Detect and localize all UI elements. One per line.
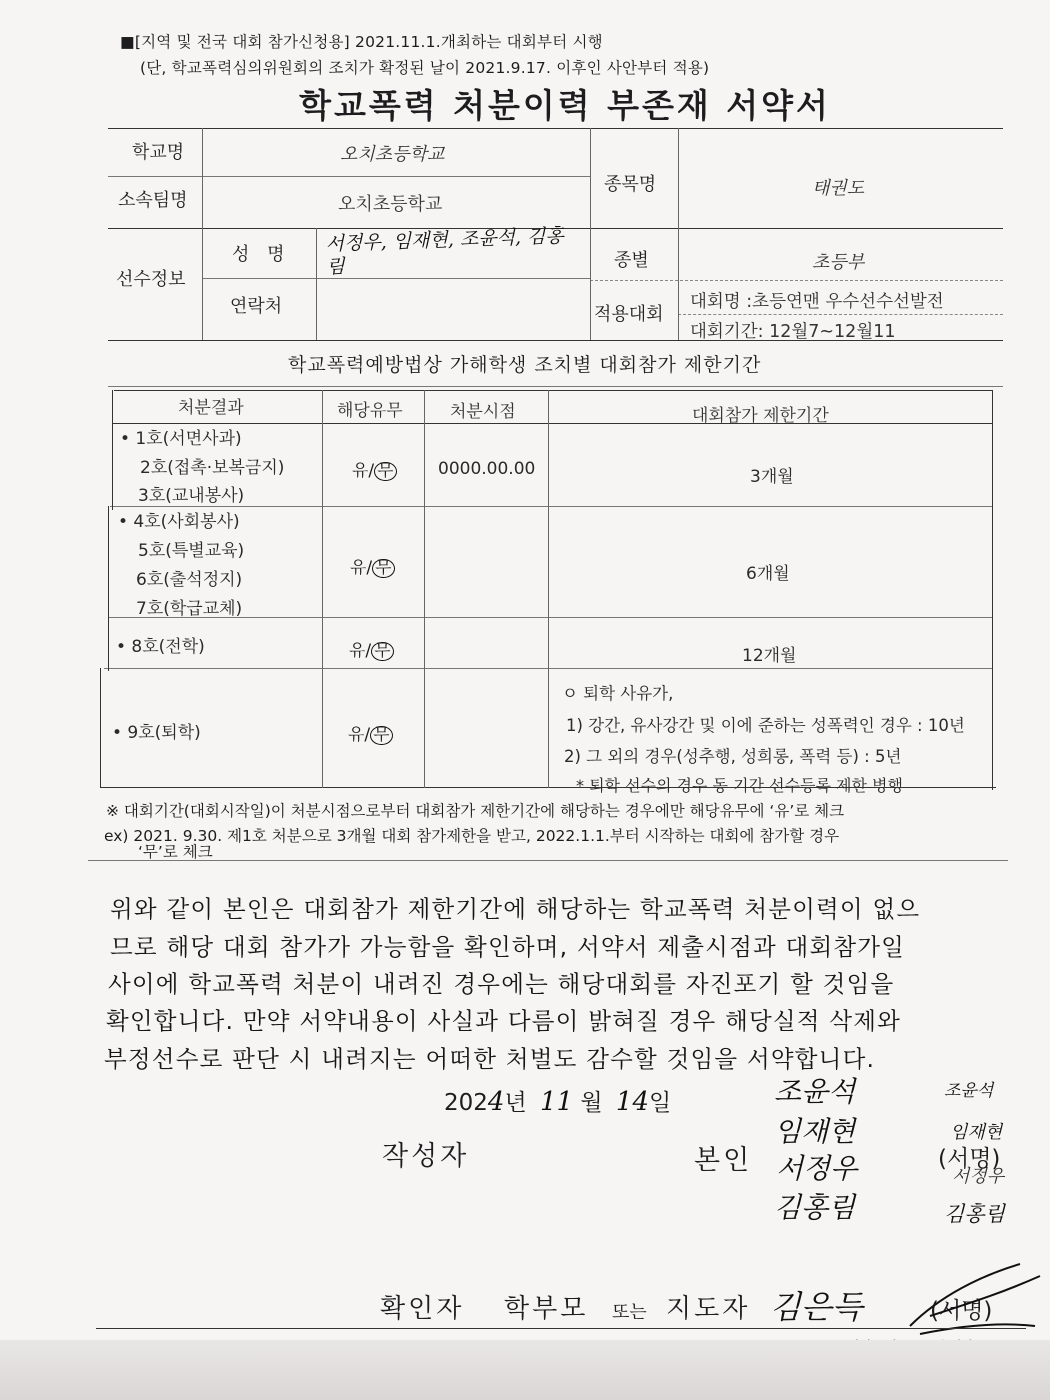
competition-period: 대회기간: 12월7~12월11	[690, 322, 896, 342]
column-header-period: 대회참가 제한기간	[692, 406, 829, 426]
pledge-line-2: 므로 해당 대회 참가가 가능함을 확인하며, 서약서 제출시점과 대회참가일	[110, 933, 906, 961]
result-item: • 4호(사회봉사)	[118, 512, 240, 532]
result-item: 5호(특별교육)	[138, 541, 245, 561]
coach-signature-scribble	[900, 1256, 1050, 1346]
pledge-line-4: 확인합니다. 만약 서약내용이 사실과 다름이 밝혀질 경우 해당실적 삭제와	[106, 1007, 902, 1035]
parent-label: 학부모	[504, 1294, 589, 1324]
restriction-heading: 학교폭력예방법상 가해학생 조치별 대회참가 제한기간	[288, 354, 762, 376]
handwritten-month: 11	[539, 1087, 574, 1117]
coach-label: 지도자	[666, 1294, 751, 1324]
self-label: 본인	[694, 1145, 753, 1176]
result-item: 2호(접촉·보복금지)	[140, 458, 285, 478]
coach-sign-placeholder: (서명)	[930, 1298, 993, 1324]
note-line-1: ※ 대회기간(대회시작일)이 처분시점으로부터 대회참가 제한기간에 해당하는 경우에만 해당유무에 ‘유’로 체크	[106, 802, 845, 820]
column-header-result: 처분결과	[178, 398, 244, 418]
player-info-label: 선수정보	[116, 269, 186, 290]
sign-placeholder: (서명)	[938, 1146, 1001, 1172]
result-item: 6호(출석정지)	[136, 570, 243, 590]
contact-label: 연락처	[230, 296, 283, 317]
signer-name: 서정우	[776, 1152, 858, 1185]
competition-label: 적용대회	[594, 304, 664, 325]
restriction-period: 3개월	[750, 467, 794, 487]
competition-name: 대회명 :초등연맨 우수선수선발전	[690, 292, 944, 312]
disposition-date: 0000.00.00	[438, 459, 536, 479]
column-header-date: 처분시점	[450, 402, 516, 422]
pledge-line-1: 위와 같이 본인은 대회참가 제한기간에 해당하는 학교폭력 처분이력이 없으	[110, 895, 921, 923]
handwritten-year: 4	[487, 1087, 505, 1117]
result-item: 7호(학급교체)	[136, 599, 243, 619]
pledge-line-5: 부정선수로 판단 시 내려지는 어떠한 처벌도 감수할 것임을 서약합니다.	[104, 1045, 876, 1073]
signer-name: 임재현	[774, 1115, 856, 1148]
applicable-check: 유/ 무	[348, 720, 393, 745]
school-value: 오치초등학교	[340, 144, 445, 165]
sport-value: 태권도	[812, 178, 865, 199]
result-item: • 9호(퇴학)	[112, 723, 201, 743]
applicable-check: 유/ 무	[352, 456, 397, 481]
expulsion-case-2: 2) 그 외의 경우(성추행, 성희롱, 폭력 등) : 5년	[564, 747, 902, 766]
circled-no-mark: 무	[372, 559, 394, 578]
expulsion-case-1: 1) 강간, 유사강간 및 이에 준하는 성폭력인 경우 : 10년	[566, 716, 965, 735]
signature: 임재현	[950, 1122, 1003, 1143]
note-line-2: ex) 2021. 9.30. 제1호 처분으로 3개월 대회 참가제한을 받고, 2022.1.1.부터 시작하는 대회에 참가할 경우	[104, 827, 840, 845]
result-item: 3호(교내봉사)	[138, 486, 245, 506]
result-item: • 1호(서면사과)	[120, 429, 242, 449]
notice-line-2: (단, 학교폭력심의위원회의 조치가 확정된 날이 2021.9.17. 이후인 사안부터 적용)	[140, 59, 710, 77]
signature: 김홍림	[944, 1202, 1005, 1226]
name-value: 서정우, 임재현, 조윤석, 김홍림	[325, 224, 565, 279]
team-label: 소속팀명	[118, 190, 188, 211]
expulsion-reason: ㅇ 퇴학 사유가,	[562, 684, 674, 703]
division-label: 종별	[614, 250, 649, 271]
notice-line-1: ■[지역 및 전국 대회 참가신청용] 2021.11.1.개최하는 대회부터 시행	[120, 33, 603, 51]
note-line-3: ‘무’로 체크	[138, 843, 213, 861]
name-label: 성 명	[232, 244, 291, 265]
expulsion-note: * 퇴학 선수의 경우 동 기간 선수등록 제한 병행	[576, 776, 903, 795]
column-header-applicable: 해당유무	[337, 401, 403, 421]
applicable-check: 유/ 무	[350, 553, 395, 578]
circled-no-mark: 무	[371, 642, 393, 661]
pledge-line-3: 사이에 학교폭력 처분이 내려진 경우에는 해당대회를 자진포기 할 것임을	[108, 970, 895, 998]
applicable-check: 유/ 무	[349, 636, 394, 661]
confirmer-label: 확인자	[380, 1294, 465, 1324]
coach-name: 김은득	[770, 1288, 863, 1326]
restriction-period: 6개월	[746, 564, 790, 584]
writer-label: 작성자	[382, 1141, 470, 1172]
result-item: • 8호(전학)	[116, 637, 205, 657]
signature: 조윤석	[944, 1081, 994, 1101]
circled-no-mark: 무	[370, 726, 392, 745]
document-title: 학교폭력 처분이력 부존재 서약서	[299, 86, 831, 125]
restriction-period: 12개월	[742, 646, 797, 666]
page-shadow-edge	[0, 1340, 1050, 1400]
signature: 서정우	[952, 1166, 1005, 1187]
division-value: 초등부	[812, 252, 865, 273]
sport-label: 종목명	[604, 174, 657, 195]
pledge-date: 2024년 11 월 14일	[444, 1087, 672, 1117]
signer-name: 김홍림	[774, 1191, 856, 1224]
team-value: 오치초등학교	[338, 194, 443, 215]
or-label: 또는	[612, 1302, 647, 1323]
handwritten-day: 14	[615, 1087, 650, 1117]
signer-name: 조윤석	[774, 1075, 856, 1108]
circled-no-mark: 무	[374, 462, 396, 481]
school-label: 학교명	[132, 142, 185, 163]
